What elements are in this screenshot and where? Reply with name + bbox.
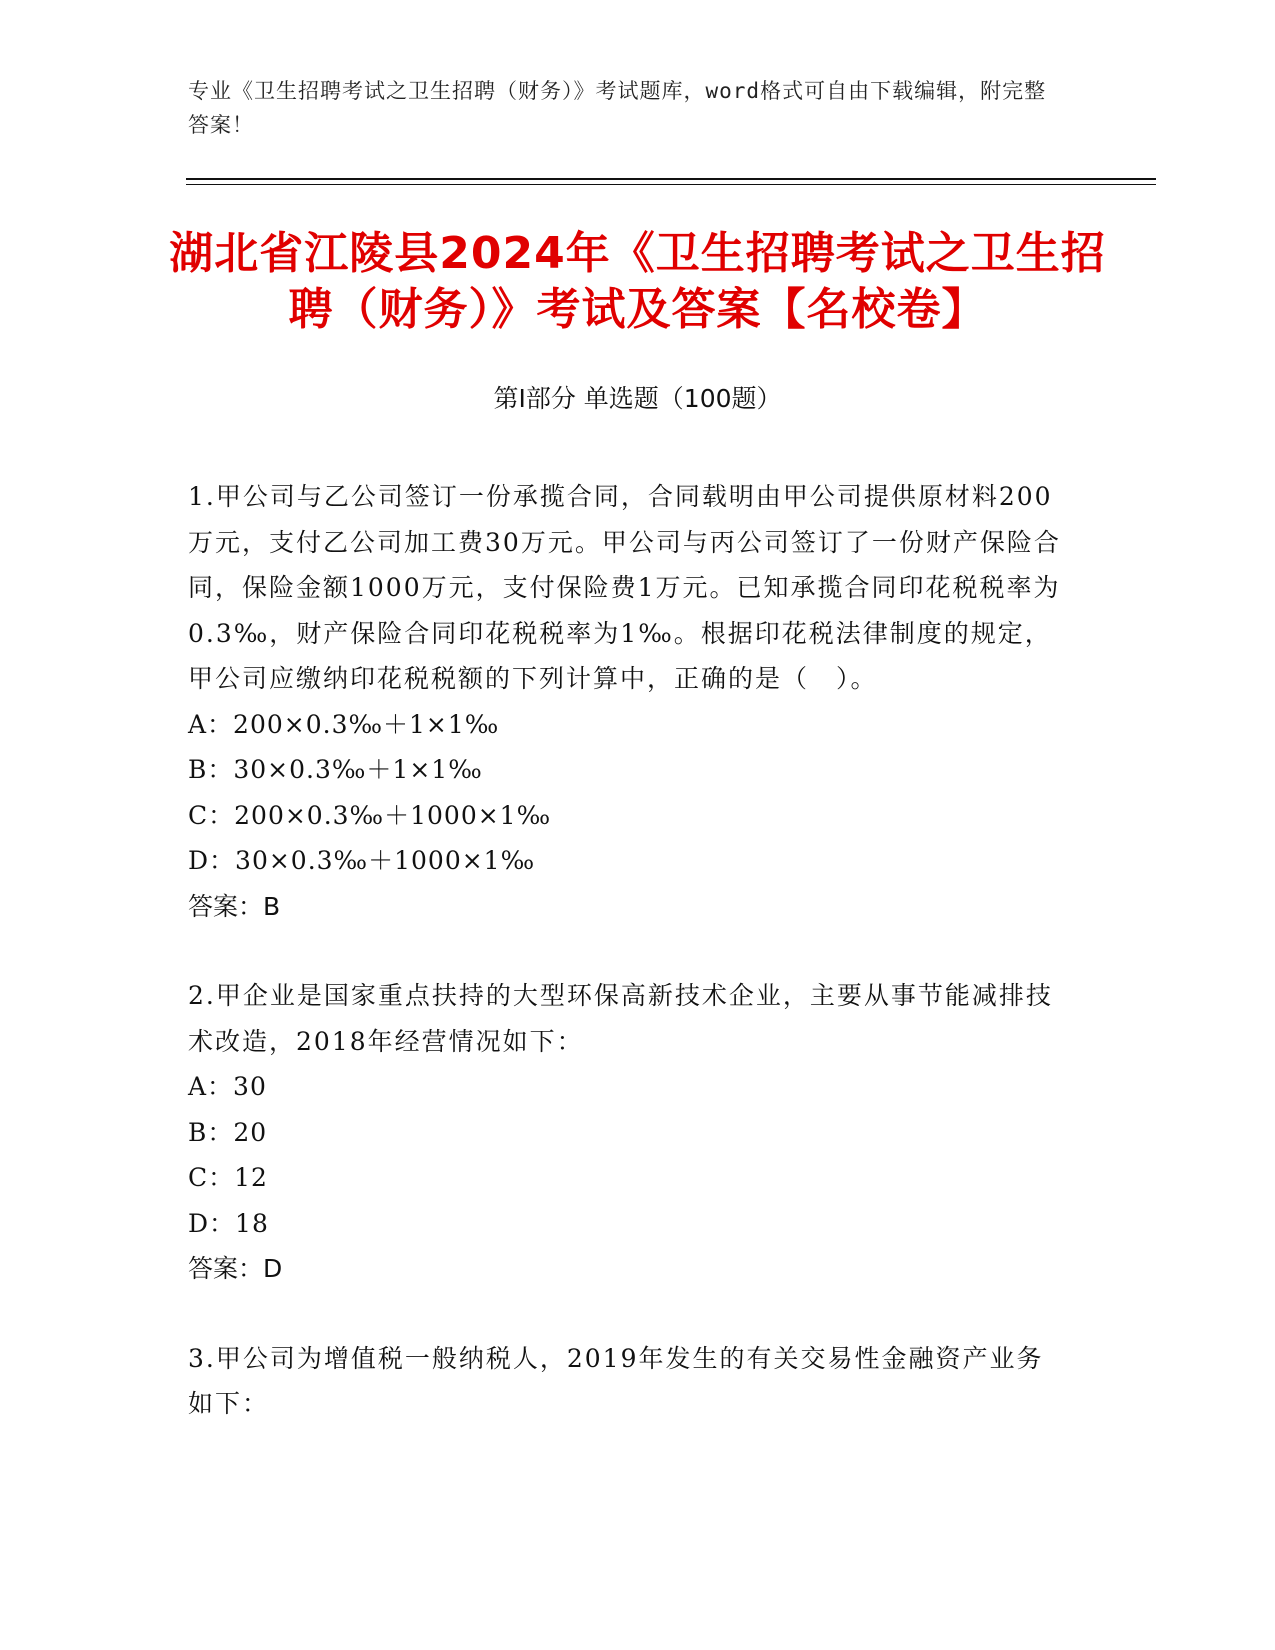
- option-a: A：30: [188, 1072, 267, 1101]
- question-3: [188, 1336, 1068, 1427]
- question-stem: 3.甲公司为增值税一般纳税人，2019年发生的有关交易性金融资产业务如下：: [188, 1343, 1044, 1418]
- question-list: [188, 474, 1068, 1471]
- section-title: 第Ⅰ部分 单选题（100题）: [493, 384, 782, 413]
- question-stem: 1.甲公司与乙公司签订一份承揽合同，合同载明由甲公司提供原材料200万元，支付乙公司加工费30万元。甲公司与丙公司签订了一份财产保险合同，保险金额1000万元，支付保险费1万元。已知承揽合同印花税税率为0.3‰，财产保险合同印花税税率为1‰。根据印花税法律制度的规定，甲公司应缴纳印花税税额的下列计算中，正确的是（ ）。: [188, 482, 1061, 693]
- question-stem: 2.甲企业是国家重点扶持的大型环保高新技术企业，主要从事节能减排技术改造，2018年经营情况如下：: [188, 981, 1053, 1056]
- question-2: [188, 973, 1068, 1292]
- header-rule-thick: [186, 178, 1156, 180]
- header-note: 专业《卫生招聘考试之卫生招聘（财务）》考试题库，word格式可自由下载编辑，附完整答案！: [188, 79, 1047, 137]
- document-title: 湖北省江陵县2024年《卫生招聘考试之卫生招聘（财务）》考试及答案【名校卷】: [169, 228, 1106, 335]
- option-c: C：200×0.3‰＋1000×1‰: [188, 800, 552, 830]
- question-1: [188, 474, 1068, 929]
- answer: 答案：D: [188, 1254, 283, 1283]
- answer: 答案：B: [188, 891, 281, 921]
- option-b: B：20: [188, 1117, 268, 1147]
- option-a: A：200×0.3‰＋1×1‰: [188, 709, 500, 739]
- header-rule-thin: [186, 184, 1156, 185]
- option-d: D：30×0.3‰＋1000×1‰: [188, 846, 536, 875]
- option-d: D：18: [188, 1208, 269, 1238]
- option-c: C：12: [188, 1163, 268, 1192]
- option-b: B：30×0.3‰＋1×1‰: [188, 755, 483, 784]
